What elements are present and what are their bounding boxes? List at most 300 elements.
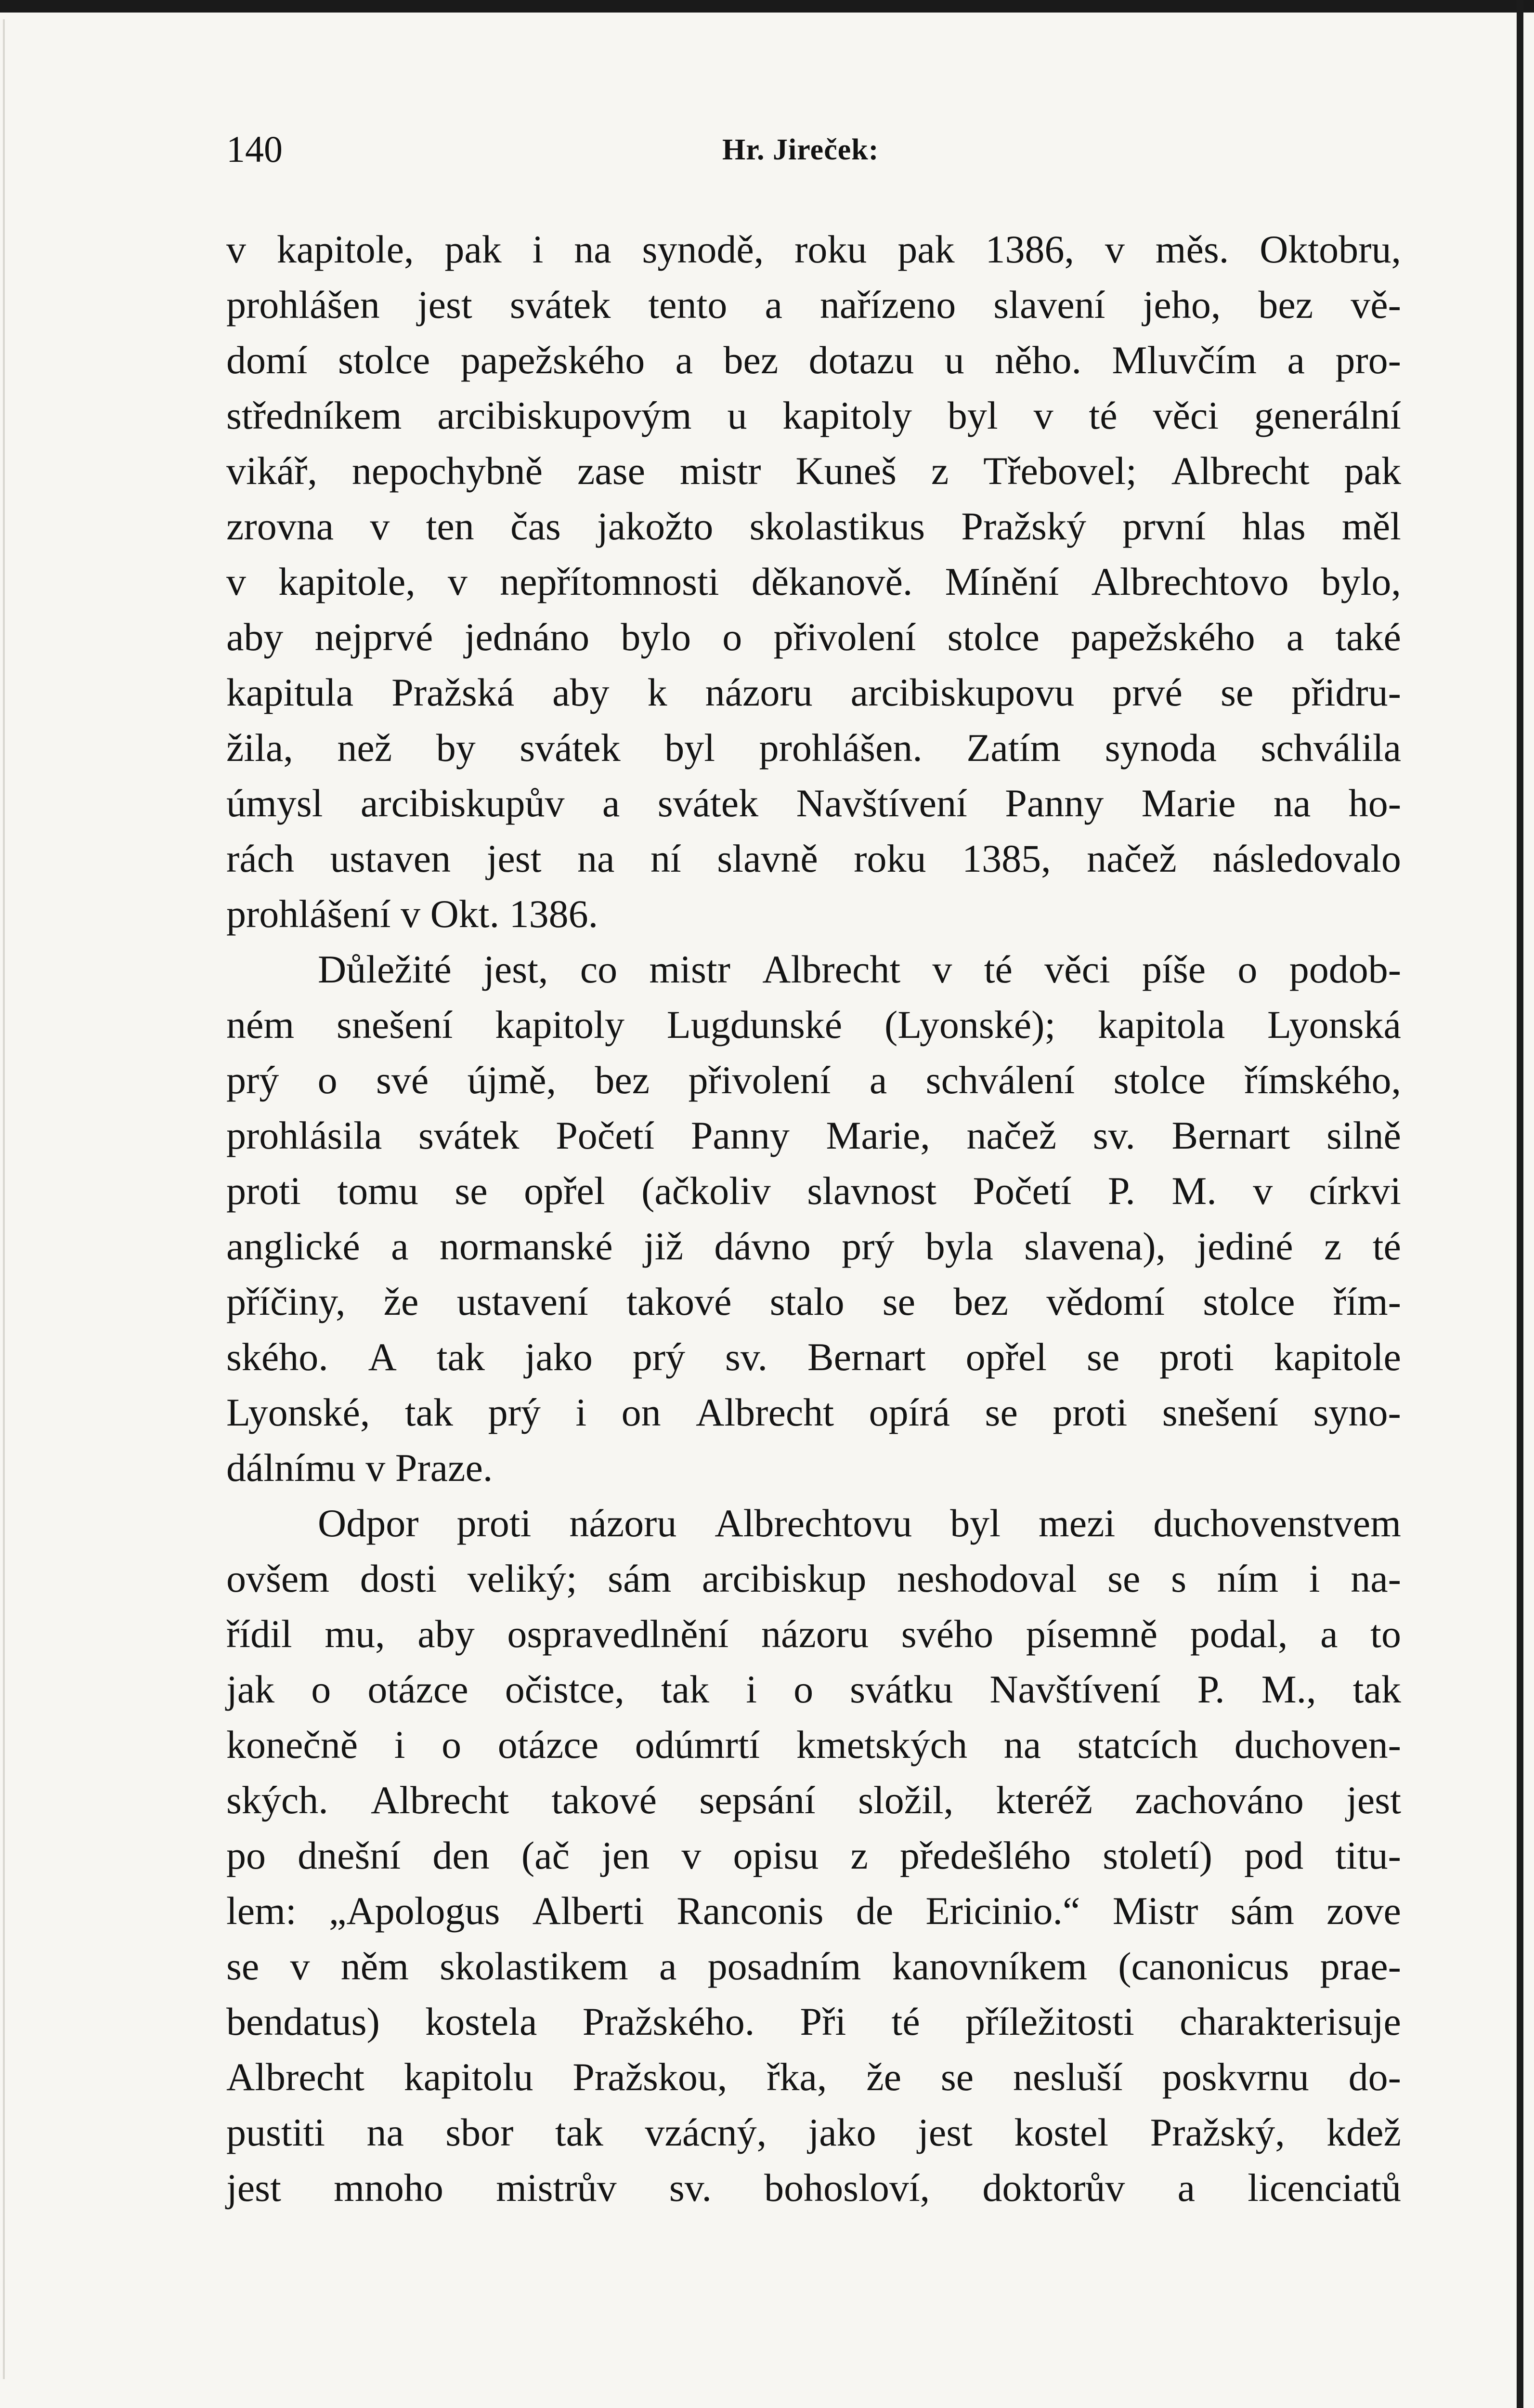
word: svátek <box>509 283 611 327</box>
word: Okt. <box>430 892 509 936</box>
word: pod <box>1244 1833 1304 1877</box>
word: sepsání <box>699 1778 816 1822</box>
word: přivolení <box>773 615 916 659</box>
running-head: Hr. Jireček: <box>722 133 879 166</box>
word: Odpor <box>318 1501 419 1545</box>
word: podal, <box>1190 1612 1288 1656</box>
word: také <box>1335 615 1401 659</box>
word: na <box>574 227 611 271</box>
word: první <box>1122 504 1206 548</box>
text-line <box>226 775 1401 831</box>
word: jeho, <box>1143 283 1221 327</box>
word: u <box>727 393 747 437</box>
word: jako <box>808 2110 876 2154</box>
word: kapitoly <box>782 393 912 437</box>
word: řím- <box>1333 1280 1401 1323</box>
word: prohlásila <box>226 1113 382 1157</box>
word: Oktobru, <box>1260 227 1401 271</box>
word: opírá <box>869 1390 950 1434</box>
word: i <box>394 1723 405 1767</box>
text-line <box>226 1385 1401 1440</box>
scan-right-border <box>1517 0 1523 2408</box>
word: slavnost <box>807 1169 936 1213</box>
word: děkanově. <box>751 560 913 603</box>
word: opřel <box>965 1335 1047 1379</box>
word: Pražský <box>961 504 1086 548</box>
word: mistr <box>649 947 730 991</box>
text-line <box>226 2049 1401 2105</box>
word: tak <box>555 2110 604 2154</box>
word: církvi <box>1309 1169 1401 1213</box>
word: otázce <box>497 1723 599 1767</box>
word: tak <box>661 1667 710 1711</box>
word: jakožto <box>597 504 714 548</box>
text-line <box>226 498 1401 554</box>
word: ospravedlnění <box>507 1612 729 1656</box>
text-line <box>226 1274 1401 1329</box>
word: pak <box>1344 449 1401 493</box>
word: skolastikem <box>440 1944 628 1988</box>
word: proti <box>1053 1390 1128 1434</box>
word: ustavení <box>456 1280 588 1323</box>
page-header <box>226 123 1401 176</box>
word: arcibiskupovým <box>437 393 692 437</box>
word: předešlého <box>899 1833 1071 1877</box>
word: Albrecht <box>696 1390 834 1434</box>
word: prohlášen <box>226 283 380 327</box>
word: se <box>940 2055 974 2099</box>
word: bez <box>595 1058 650 1102</box>
word: to <box>1370 1612 1401 1656</box>
word: z <box>931 449 949 493</box>
word: Zatím <box>966 726 1061 770</box>
word: tak <box>436 1335 485 1379</box>
word: mu, <box>325 1612 385 1656</box>
word: Při <box>800 2000 846 2043</box>
word: Mínění <box>945 560 1059 603</box>
word: měl <box>1341 504 1401 548</box>
text-line <box>226 554 1401 609</box>
word: načež <box>1087 837 1177 880</box>
word: snešení <box>1162 1390 1279 1434</box>
word: mistr <box>679 449 761 493</box>
word: dnešní <box>298 1833 401 1877</box>
text-line <box>226 1994 1401 2049</box>
word: prý <box>842 1224 895 1268</box>
word: ní <box>650 837 681 880</box>
word: římského, <box>1244 1058 1401 1102</box>
word: Ranconis <box>676 1889 824 1933</box>
word: roku <box>794 227 867 271</box>
text-line <box>226 609 1401 665</box>
word: stolce <box>947 615 1040 659</box>
word: něho. <box>995 338 1081 382</box>
word: rách <box>226 837 295 880</box>
word: licenciatů <box>1248 2166 1401 2210</box>
text-line <box>226 1218 1401 1274</box>
word: bez <box>953 1280 1009 1323</box>
word: píše <box>1142 947 1206 991</box>
word: byl <box>947 393 998 437</box>
word: Albrecht <box>1171 449 1310 493</box>
word: jak <box>226 1667 275 1711</box>
word: dálnímu <box>226 1446 366 1490</box>
word: po <box>226 1833 266 1877</box>
word: dotazu <box>808 338 914 382</box>
word: 1385, <box>962 837 1051 880</box>
word: i <box>575 1390 587 1434</box>
word: i <box>746 1667 757 1711</box>
word: měs. <box>1155 227 1229 271</box>
word: Početí <box>556 1113 655 1157</box>
word: o <box>1237 947 1258 991</box>
word: pak <box>444 227 502 271</box>
word: v <box>1033 393 1053 437</box>
word: Pražská <box>391 670 515 714</box>
word: Navštívení <box>989 1667 1161 1711</box>
word: stolce <box>1203 1280 1295 1323</box>
word: skolastikus <box>749 504 925 548</box>
text-line <box>226 720 1401 775</box>
word: Navštívení <box>796 781 967 825</box>
word: podob- <box>1289 947 1401 991</box>
word: takové <box>551 1778 657 1822</box>
word: vzácný, <box>645 2110 767 2154</box>
word: se <box>1220 670 1254 714</box>
word: syno- <box>1313 1390 1401 1434</box>
word: Albrecht <box>762 947 901 991</box>
word: prohlášen. <box>759 726 923 770</box>
word: újmě, <box>467 1058 557 1102</box>
word: sv. <box>725 1335 768 1379</box>
text-line <box>226 332 1401 388</box>
word: (canonicus <box>1118 1944 1289 1988</box>
word: o <box>722 615 742 659</box>
word: byl <box>664 726 715 770</box>
word: tak <box>404 1390 454 1434</box>
word: mezi <box>1038 1501 1116 1545</box>
word: dosti <box>360 1557 437 1600</box>
word: Důležité <box>318 947 452 991</box>
word: proti <box>226 1169 301 1213</box>
word: do- <box>1348 2055 1401 2099</box>
word: Marie, <box>826 1113 930 1157</box>
word: něm <box>340 1944 409 1988</box>
word: de <box>856 1889 894 1933</box>
word: o <box>317 1058 338 1102</box>
word: konečně <box>226 1723 358 1767</box>
word: Bernart <box>1171 1113 1290 1157</box>
scan-left-shadow <box>3 19 5 2379</box>
text-line <box>226 886 1401 942</box>
word: vě- <box>1351 283 1401 327</box>
word: 1386. <box>509 892 598 936</box>
word: i <box>1309 1557 1320 1600</box>
word: s <box>1171 1557 1186 1600</box>
word: pustiti <box>226 2110 325 2154</box>
word: co <box>580 947 618 991</box>
word: zrovna <box>226 504 334 548</box>
word: se <box>985 1390 1018 1434</box>
word: se <box>226 1944 260 1988</box>
word: Praze. <box>395 1446 493 1490</box>
word: bez <box>723 338 779 382</box>
word: žila, <box>226 726 293 770</box>
word: tomu <box>337 1169 418 1213</box>
word: se <box>1086 1335 1120 1379</box>
word: jest <box>918 2110 973 2154</box>
word: arcibiskupův <box>360 781 565 825</box>
word: Mluvčím <box>1112 338 1257 382</box>
word: sám <box>1230 1889 1294 1933</box>
word: den <box>432 1833 490 1877</box>
word: sbor <box>445 2110 514 2154</box>
word: příležitosti <box>965 2000 1134 2043</box>
word: vědomí <box>1046 1280 1165 1323</box>
word: Pražskou, <box>572 2055 728 2099</box>
word: načež <box>966 1113 1057 1157</box>
word: snešení <box>337 1003 453 1047</box>
scan-top-border <box>0 0 1534 13</box>
text-line <box>226 222 1401 277</box>
word: sv. <box>669 2166 712 2210</box>
word: bendatus) <box>226 2000 380 2043</box>
word: v <box>370 504 390 548</box>
word: domí <box>226 338 308 382</box>
word: proti <box>456 1501 532 1545</box>
word: kapitole, <box>276 227 414 271</box>
word: kanovníkem <box>892 1944 1088 1988</box>
word: složil, <box>858 1778 954 1822</box>
word: kapitoly <box>495 1003 624 1047</box>
word: arcibiskupovu <box>850 670 1075 714</box>
word: o <box>442 1723 462 1767</box>
word: prae- <box>1320 1944 1401 1988</box>
word: slavení <box>993 283 1105 327</box>
word: Lugdunské <box>666 1003 843 1047</box>
word: M. <box>1171 1169 1217 1213</box>
word: anglické <box>226 1224 360 1268</box>
word: tento <box>648 283 728 327</box>
word: a <box>675 338 693 382</box>
word: věci <box>1044 947 1110 991</box>
word: posadním <box>707 1944 861 1988</box>
word: prvé <box>1112 670 1183 714</box>
text-line <box>226 277 1401 332</box>
word: nařízeno <box>819 283 956 327</box>
word: Početí <box>973 1169 1072 1213</box>
word: Kuneš <box>795 449 897 493</box>
word: Pražského. <box>582 2000 755 2043</box>
word: a <box>659 1944 677 1988</box>
word: než <box>337 726 392 770</box>
text-line <box>226 665 1401 720</box>
word: té <box>984 947 1013 991</box>
word: by <box>436 726 476 770</box>
word: 1386, <box>985 227 1075 271</box>
word: v <box>226 560 246 603</box>
text-line <box>226 1662 1401 1717</box>
word: kapitola <box>1098 1003 1225 1047</box>
word: P. <box>1107 1169 1135 1213</box>
word: že <box>383 1280 419 1323</box>
text-line <box>226 1551 1401 1606</box>
word: Třebovel; <box>983 449 1137 493</box>
text-line <box>226 388 1401 443</box>
word: příčiny, <box>226 1280 346 1323</box>
word: jest, <box>483 947 548 991</box>
body-text <box>226 222 1401 2215</box>
word: na <box>577 837 615 880</box>
word: ovšem <box>226 1557 330 1600</box>
word: na <box>1003 1723 1041 1767</box>
word: jest <box>1346 1778 1401 1822</box>
word: Alberti <box>532 1889 644 1933</box>
word: že <box>866 2055 902 2099</box>
word: kapitole, <box>278 560 416 603</box>
word: v <box>1105 227 1125 271</box>
word: názoru <box>569 1501 677 1545</box>
word: v <box>226 227 246 271</box>
word: svátek <box>418 1113 520 1157</box>
word: „Apologus <box>329 1889 500 1933</box>
word: úmysl <box>226 781 323 825</box>
word: a <box>1320 1612 1338 1656</box>
word: byl <box>950 1501 1001 1545</box>
word: prý <box>226 1058 279 1102</box>
word: Panny <box>1005 781 1104 825</box>
word: již <box>644 1224 683 1268</box>
word: bylo, <box>1321 560 1401 603</box>
word: papežského <box>460 338 645 382</box>
word: pro- <box>1335 338 1401 382</box>
text-line <box>226 1883 1401 1938</box>
word: silně <box>1326 1113 1401 1157</box>
word: roku <box>854 837 926 880</box>
text-line <box>226 1772 1401 1828</box>
word: aby <box>417 1612 475 1656</box>
word: té <box>1089 393 1118 437</box>
word: aby <box>226 615 284 659</box>
word: stolce <box>338 338 430 382</box>
word: na- <box>1351 1557 1401 1600</box>
word: Marie <box>1141 781 1236 825</box>
word: Mistr <box>1112 1889 1198 1933</box>
word: u <box>944 338 964 382</box>
word: prý <box>488 1390 541 1434</box>
text-line <box>226 831 1401 886</box>
word: jediné <box>1196 1224 1293 1268</box>
word: kostela <box>425 2000 537 2043</box>
word: Albrechtovo <box>1091 560 1289 603</box>
word: aby <box>552 670 610 714</box>
word: kapitula <box>226 670 354 714</box>
word: kdež <box>1326 2110 1401 2154</box>
word: Panny <box>690 1113 790 1157</box>
word: takové <box>626 1280 732 1323</box>
word: a <box>602 781 620 825</box>
word: přidru- <box>1291 670 1401 714</box>
word: v <box>365 1446 395 1490</box>
word: svátek <box>657 781 759 825</box>
word: v <box>932 947 952 991</box>
word: a <box>765 283 782 327</box>
word: byla <box>925 1224 993 1268</box>
word: (ač <box>521 1833 570 1877</box>
text-line <box>226 1938 1401 1994</box>
word: tak <box>1352 1667 1401 1711</box>
word: bylo <box>621 615 691 659</box>
text-line <box>226 1108 1401 1163</box>
word: svátku <box>850 1667 953 1711</box>
word: očistce, <box>505 1667 624 1711</box>
word: sám <box>608 1557 672 1600</box>
word: stalo <box>769 1280 845 1323</box>
word: nesluší <box>1013 2055 1123 2099</box>
text-line <box>226 2105 1401 2160</box>
word: se <box>1107 1557 1141 1600</box>
word: mnoho <box>334 2166 443 2210</box>
word: Lyonské, <box>226 1390 370 1434</box>
word: ho- <box>1348 781 1401 825</box>
word: a <box>391 1224 409 1268</box>
word: generální <box>1254 393 1401 437</box>
word: jen <box>601 1833 650 1877</box>
word: vikář, <box>226 449 317 493</box>
word: té <box>1372 1224 1401 1268</box>
word: se <box>882 1280 916 1323</box>
word: titu- <box>1335 1833 1401 1877</box>
word: veliký; <box>467 1557 577 1600</box>
word: jest <box>417 283 472 327</box>
word: opřel <box>524 1169 605 1213</box>
word: na <box>1273 781 1311 825</box>
text-line <box>226 1495 1401 1551</box>
word: schválení <box>925 1058 1075 1102</box>
word: neshodoval <box>897 1557 1077 1600</box>
word: zase <box>577 449 646 493</box>
word: duchoven- <box>1234 1723 1401 1767</box>
word: o <box>311 1667 331 1711</box>
word: a <box>1177 2166 1196 2210</box>
word: řka, <box>767 2055 827 2099</box>
word: slavena), <box>1024 1224 1166 1268</box>
word: Lyonská <box>1267 1003 1401 1047</box>
word: o <box>793 1667 814 1711</box>
text-line <box>226 942 1401 997</box>
word: papežského <box>1071 615 1255 659</box>
word: svého <box>901 1612 994 1656</box>
word: nepochybně <box>351 449 543 493</box>
word: nepřítomnosti <box>500 560 719 603</box>
word: jest <box>486 837 542 880</box>
word: (Lyonské); <box>884 1003 1056 1047</box>
text-line <box>226 1329 1401 1385</box>
word: kapitolu <box>403 2055 533 2099</box>
word: Pražský, <box>1150 2110 1285 2154</box>
word: bohosloví, <box>764 2166 930 2210</box>
word: písemně <box>1026 1612 1158 1656</box>
word: té <box>891 2000 920 2043</box>
text-line <box>226 1052 1401 1108</box>
word: kapitole <box>1274 1335 1401 1379</box>
word: jednáno <box>464 615 590 659</box>
word: v <box>290 1944 310 1988</box>
word: prý <box>632 1335 686 1379</box>
text-line <box>226 1440 1401 1495</box>
word: čas <box>510 504 561 548</box>
word: věci <box>1153 393 1219 437</box>
